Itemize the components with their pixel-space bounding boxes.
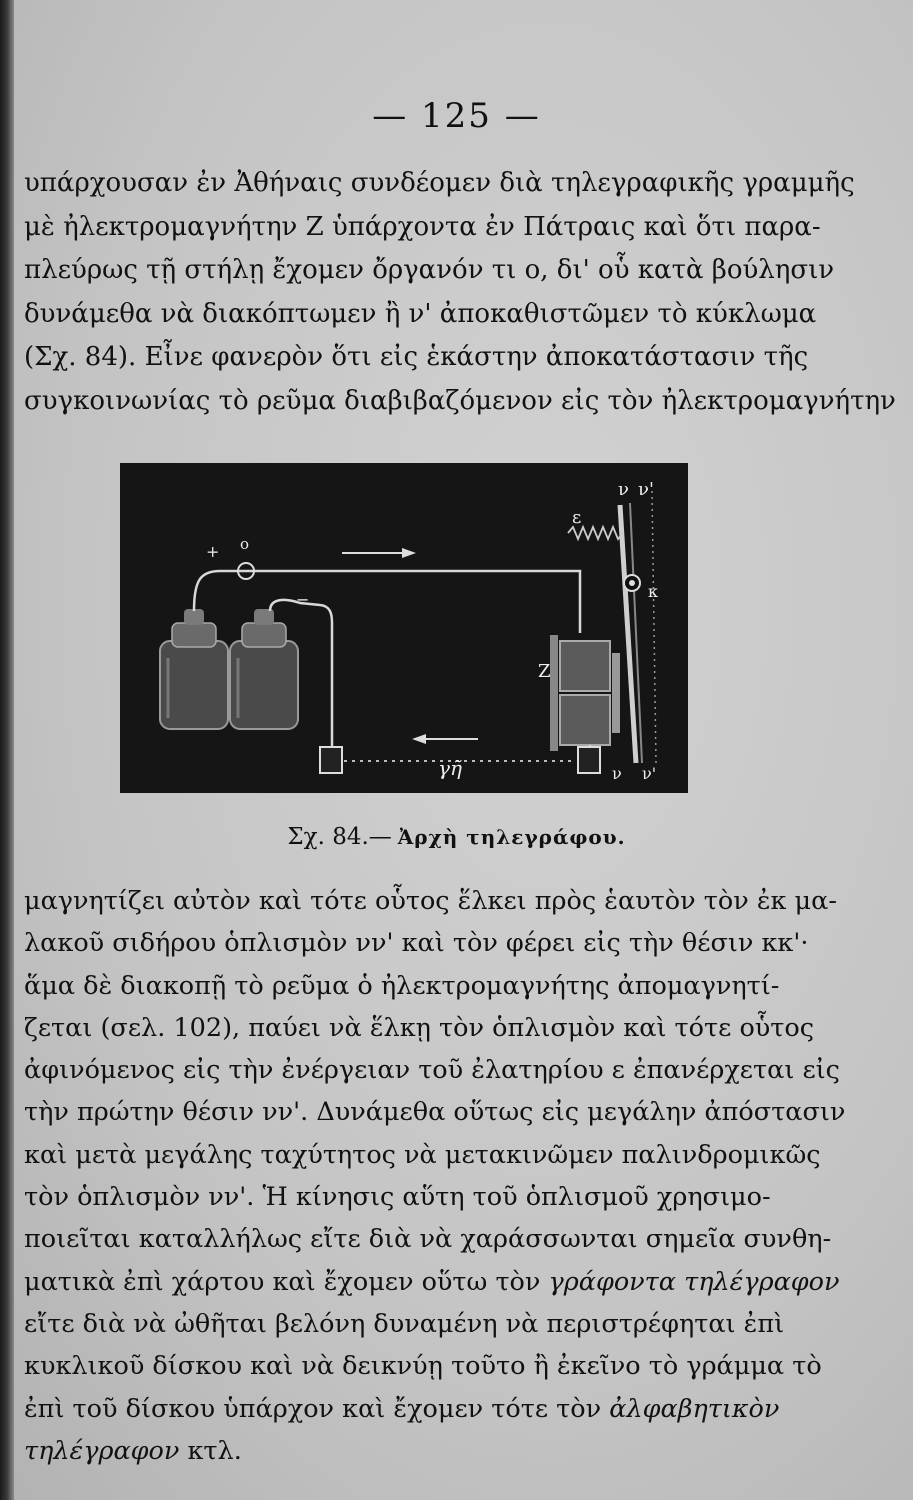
ground-plate-right [578,747,600,773]
text-span: ματικὰ ἐπὶ χάρτου καὶ ἔχομεν οὕτω τὸν [24,1266,549,1297]
label-nu-prime-bottom: ν' [642,764,657,783]
bottom-paragraph [24,880,846,1472]
italic-term: ἀλφαβητικὸν [609,1393,780,1424]
text-line: δυνάμεθα νὰ διακόπτωμεν ἢ ν' ἀποκαθιστῶμεν τὸ κύκλωμα [24,298,817,329]
text-line: μὲ ἠλεκτρομαγνήτην Ζ ὑπάρχοντα ἐν Πάτραις καὶ ὅτι παρα- [24,211,821,242]
text-line: (Σχ. 84). Εἶνε φανερὸν ὅτι εἰς ἑκάστην ἀποκατάστασιν τῆς [24,342,809,372]
text-line: τὴν πρώτην θέσιν νν'. Δυνάμεθα οὕτως εἰς μεγάλην ἀπόστασιν [24,1097,846,1128]
text-line: ἅμα δὲ διακοπῇ τὸ ρεῦμα ὁ ἠλεκτρομαγνήτης ἀπομαγνητί- [24,970,780,1001]
label-minus: − [296,590,310,609]
top-paragraph [24,162,896,423]
text-line: ζεται (σελ. 102), παύει νὰ ἕλκῃ τὸν ὁπλισμὸν καὶ τότε οὗτος [24,1012,815,1043]
text-line: συγκοινωνίας τὸ ρεῦμα διαβιβαζόμενον εἰς τὸν ἠλεκτρομαγνήτην [24,385,896,416]
text-line: λακοῦ σιδήρου ὁπλισμὸν νν' καὶ τὸν φέρει εἰς τὴν θέσιν κκ'· [24,928,809,959]
text-line: κυκλικοῦ δίσκου καὶ νὰ δεικνύῃ τοῦτο ἢ ἐκεῖνο τὸ γράμμα τὸ [24,1351,822,1382]
label-epsilon: ε [572,507,582,528]
text-span: ἐπὶ τοῦ δίσκου ὑπάρχον καὶ ἔχομεν τότε τὸν [24,1393,610,1424]
figure-caption [0,824,913,850]
telegraph-diagram [120,463,688,793]
label-nu-prime-top: ν' [638,479,654,500]
text-line [24,1261,840,1303]
label-nu-bottom: ν [612,764,622,783]
label-kappa: κ [648,582,658,601]
italic-term: γράφοντα τηλέγραφον [548,1266,840,1297]
ground-plate-left [320,747,342,773]
italic-term: τηλέγραφον [24,1435,180,1466]
label-o: o [240,535,250,553]
label-zeta: Z [538,661,551,682]
figure-number: Σχ. 84.— [287,824,392,850]
text-line: ἀφινόμενος εἰς τὴν ἐνέργειαν τοῦ ἐλατηρίου ε ἐπανέρχεται εἰς [24,1055,840,1086]
telegraph-figure [120,463,688,793]
page-gutter [0,0,14,1500]
text-line: μαγνητίζει αὐτὸν καὶ τότε οὗτος ἕλκει πρὸς ἑαυτὸν τὸν ἐκ μα- [24,886,837,916]
label-nu: ν [618,479,629,500]
text-line: τὸν ὁπλισμὸν νν'. Ἡ κίνησις αὕτη τοῦ ὁπλισμοῦ χρησιμο- [24,1182,771,1213]
label-ground: γῆ [438,756,462,780]
text-span: κτλ. [179,1435,242,1466]
text-line: καὶ μετὰ μεγάλης ταχύτητος νὰ μετακινῶμεν παλινδρομικῶς [24,1139,821,1170]
text-line [24,1388,784,1430]
text-line: υπάρχουσαν ἐν Ἀθήναις συνδέομεν διὰ τηλεγραφικῆς γραμμῆς [24,168,855,198]
text-line: εἴτε διὰ νὰ ὠθῆται βελόνη δυναμένη νὰ περιστρέφηται ἐπὶ [24,1308,785,1339]
figure-title: Ἀρχὴ τηλεγράφου. [397,825,626,849]
text-line [24,1430,784,1472]
text-line: ποιεῖται καταλλήλως εἴτε διὰ νὰ χαράσσωνται σημεῖα συνθη- [24,1224,832,1255]
page-number: — 125 — [372,96,541,136]
label-plus: + [206,542,220,561]
text-line: πλεύρως τῇ στήλῃ ἔχομεν ὄργανόν τι ο, δι' οὗ κατὰ βούλησιν [24,255,835,285]
